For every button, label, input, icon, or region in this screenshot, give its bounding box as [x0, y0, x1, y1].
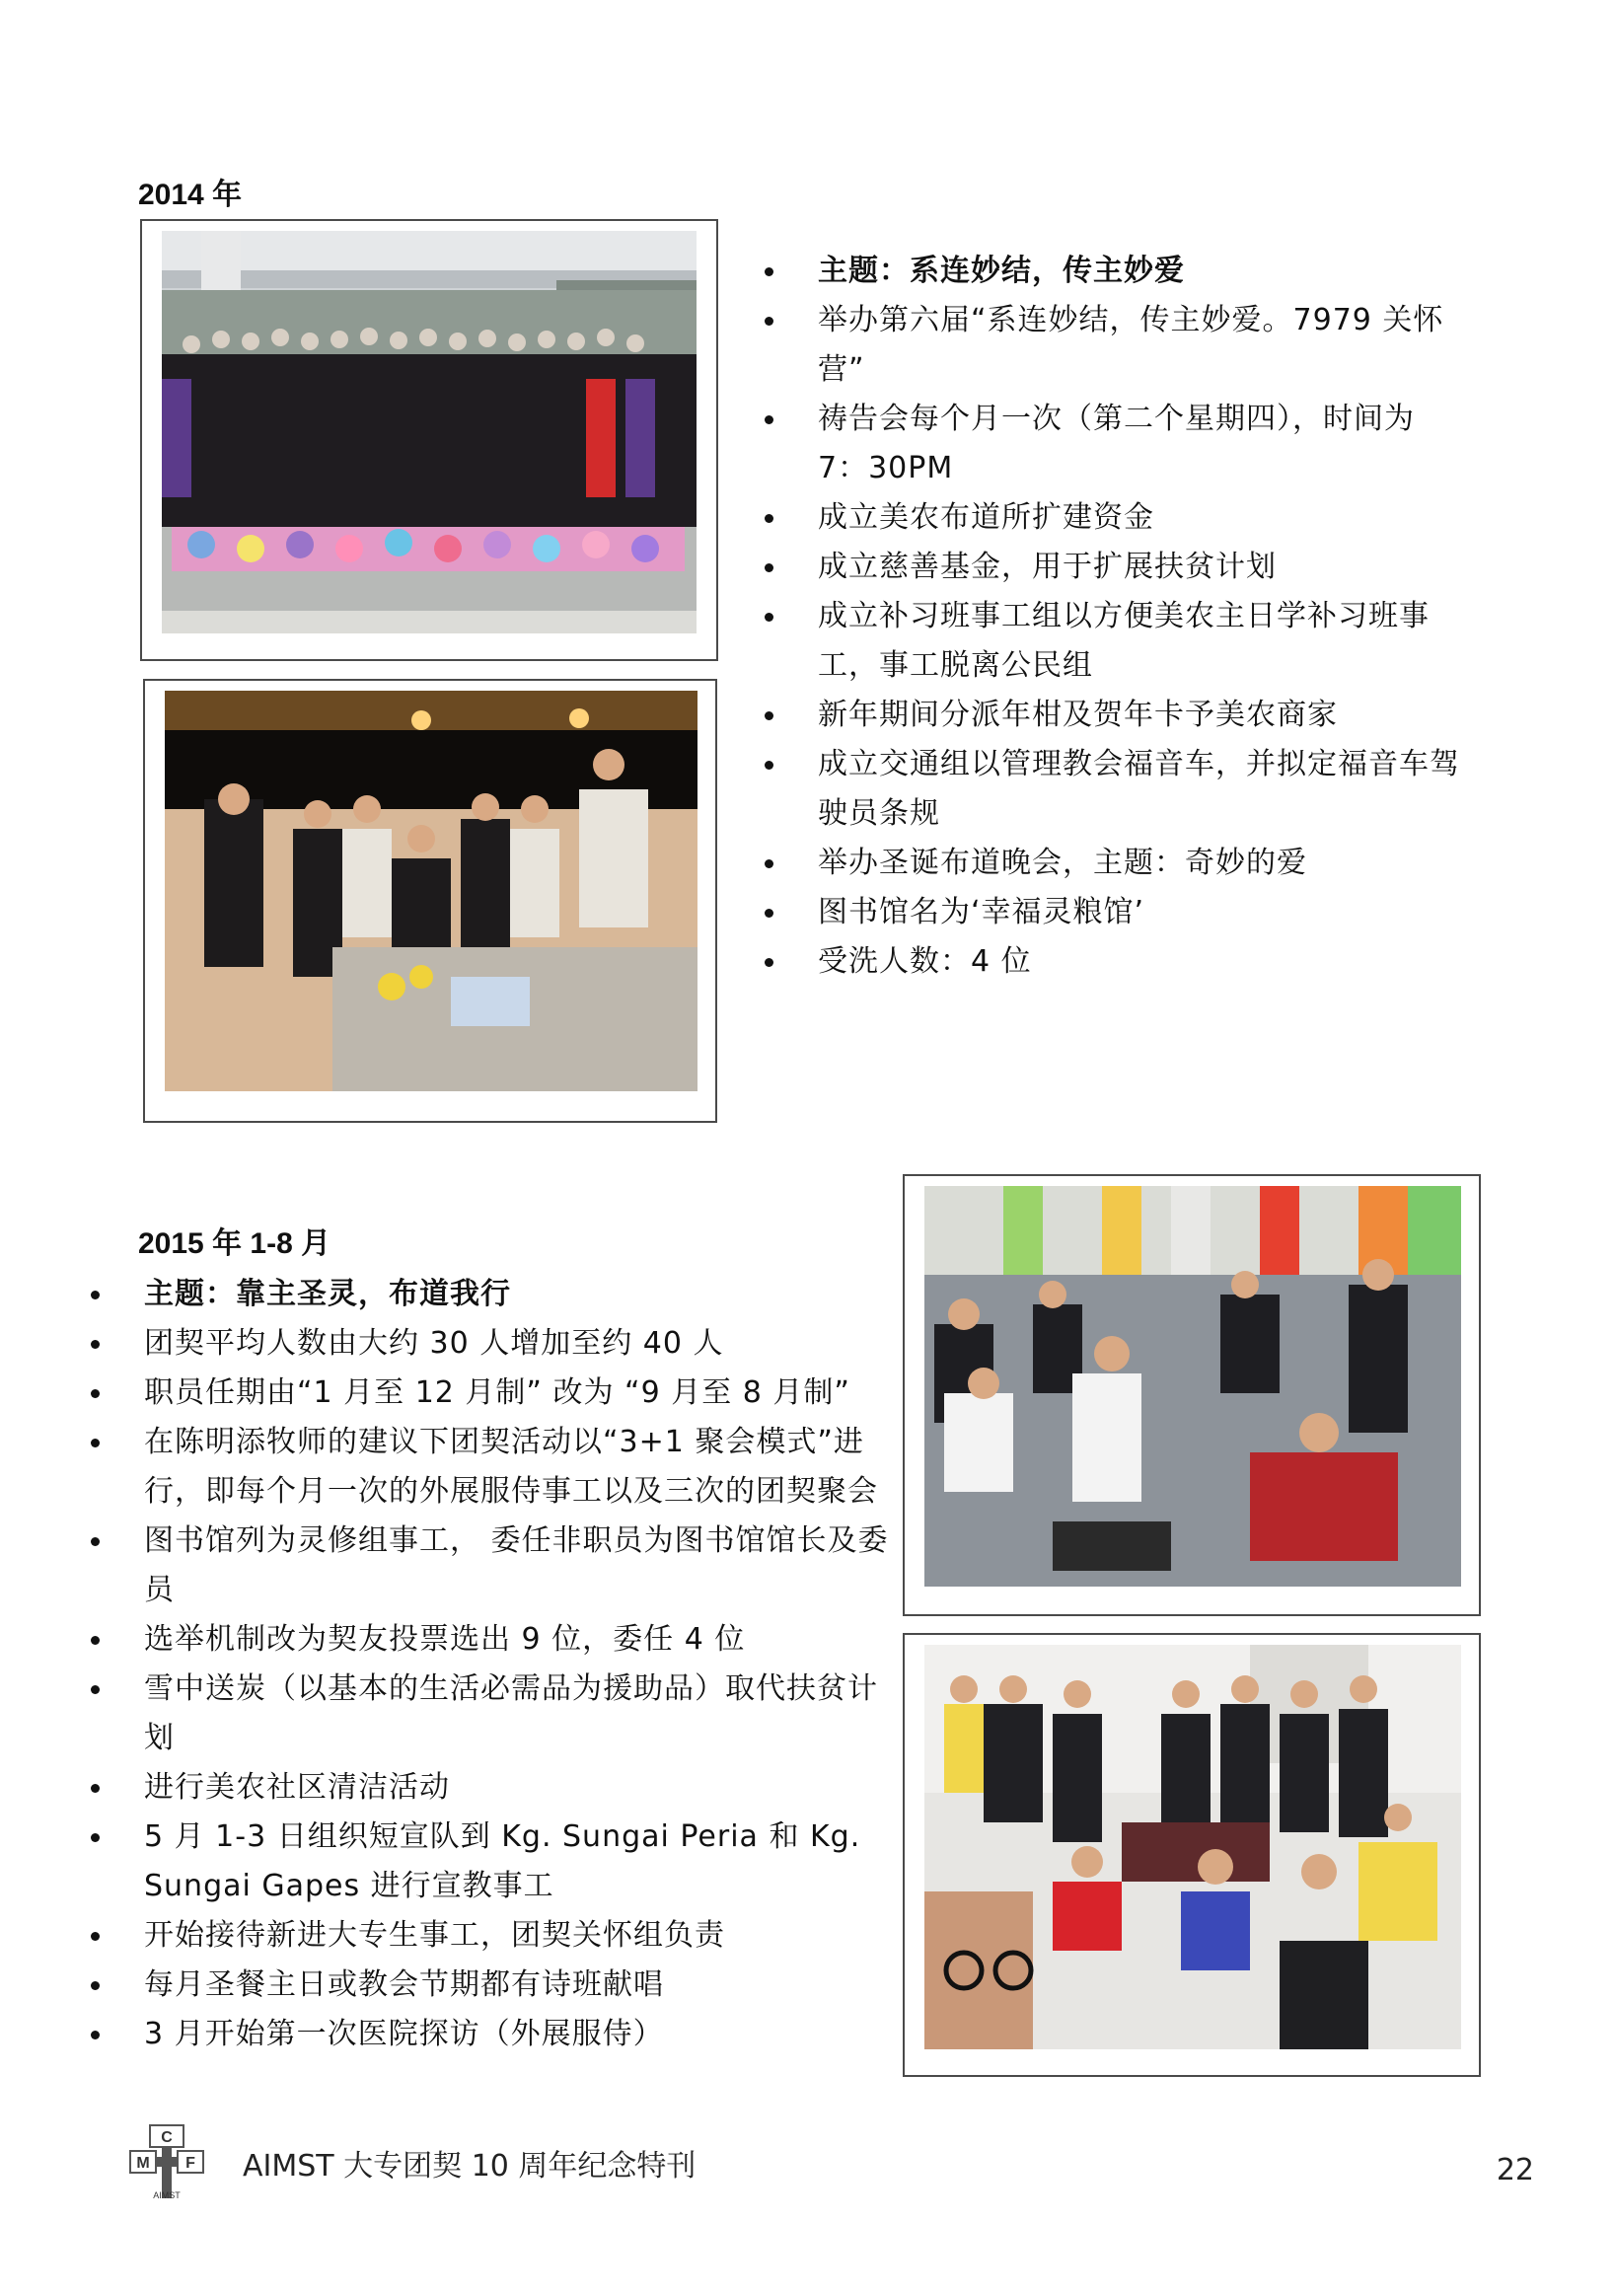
- page-number: 22: [1496, 2153, 1534, 2187]
- list-item: 在陈明添牧师的建议下团契活动以“3+1 聚会模式”进行，即每个月一次的外展服侍事工以及三次的团契聚会: [91, 1418, 890, 1517]
- svg-text:C: C: [161, 2129, 173, 2146]
- list-item: 图书馆名为‘幸福灵粮馆’: [765, 888, 1475, 937]
- list-item: 成立美农布道所扩建资金: [765, 493, 1475, 543]
- list-item: 受洗人数：4 位: [765, 937, 1475, 987]
- list-item: 每月圣餐主日或教会节期都有诗班献唱: [91, 1961, 890, 2010]
- photo-frame-sitting-circle: [903, 1174, 1481, 1616]
- svg-text:F: F: [185, 2155, 195, 2172]
- list-item: 祷告会每个月一次（第二个星期四），时间为 7：30PM: [765, 395, 1475, 493]
- photo-frame-selfie-group: [903, 1633, 1481, 2077]
- photo-frame-night-gathering: [143, 679, 717, 1123]
- section-2015-list: [91, 1270, 890, 2059]
- list-item: 5 月 1-3 日组织短宣队到 Kg. Sungai Peria 和 Kg. Sungai Gapes 进行宣教事工: [91, 1813, 890, 1911]
- list-item: 3 月开始第一次医院探访（外展服侍）: [91, 2010, 890, 2059]
- section-2015-heading: 2015 年 1-8 月: [138, 1227, 331, 1260]
- list-item: 主题：系连妙结，传主妙爱: [765, 247, 1475, 296]
- list-item: 进行美农社区清洁活动: [91, 1763, 890, 1813]
- list-item: 雪中送炭（以基本的生活必需品为援助品）取代扶贫计划: [91, 1665, 890, 1763]
- list-item: 图书馆列为灵修组事工， 委任非职员为图书馆馆长及委员: [91, 1517, 890, 1615]
- list-item: 职员任期由“1 月至 12 月制” 改为 “9 月至 8 月制”: [91, 1369, 890, 1418]
- photo-night-gathering: [165, 691, 697, 1091]
- aimst-cmf-logo: [126, 2121, 207, 2202]
- list-item: 开始接待新进大专生事工，团契关怀组负责: [91, 1911, 890, 1961]
- photo-selfie-group: [924, 1645, 1461, 2049]
- list-item: 选举机制改为契友投票选出 9 位，委任 4 位: [91, 1615, 890, 1665]
- list-item: 主题：靠主圣灵，布道我行: [91, 1270, 890, 1319]
- svg-text:AIMST: AIMST: [153, 2190, 181, 2200]
- photo-sitting-circle: [924, 1186, 1461, 1587]
- list-item: 团契平均人数由大约 30 人增加至约 40 人: [91, 1319, 890, 1369]
- photo-frame-graduation: [140, 219, 718, 661]
- list-item: 成立慈善基金，用于扩展扶贫计划: [765, 543, 1475, 592]
- section-2014-list: [765, 247, 1475, 987]
- list-item: 成立补习班事工组以方便美农主日学补习班事工，事工脱离公民组: [765, 592, 1475, 691]
- list-item: 举办圣诞布道晚会，主题：奇妙的爱: [765, 839, 1475, 888]
- list-item: 新年期间分派年柑及贺年卡予美农商家: [765, 691, 1475, 740]
- footer-title: AIMST 大专团契 10 周年纪念特刊: [243, 2149, 697, 2184]
- list-item: 举办第六届“系连妙结，传主妙爱。7979 关怀营”: [765, 296, 1475, 395]
- section-2014-heading: 2014 年: [138, 179, 243, 211]
- list-item: 成立交通组以管理教会福音车，并拟定福音车驾驶员条规: [765, 740, 1475, 839]
- svg-text:M: M: [136, 2155, 150, 2172]
- photo-graduation-group: [162, 231, 697, 633]
